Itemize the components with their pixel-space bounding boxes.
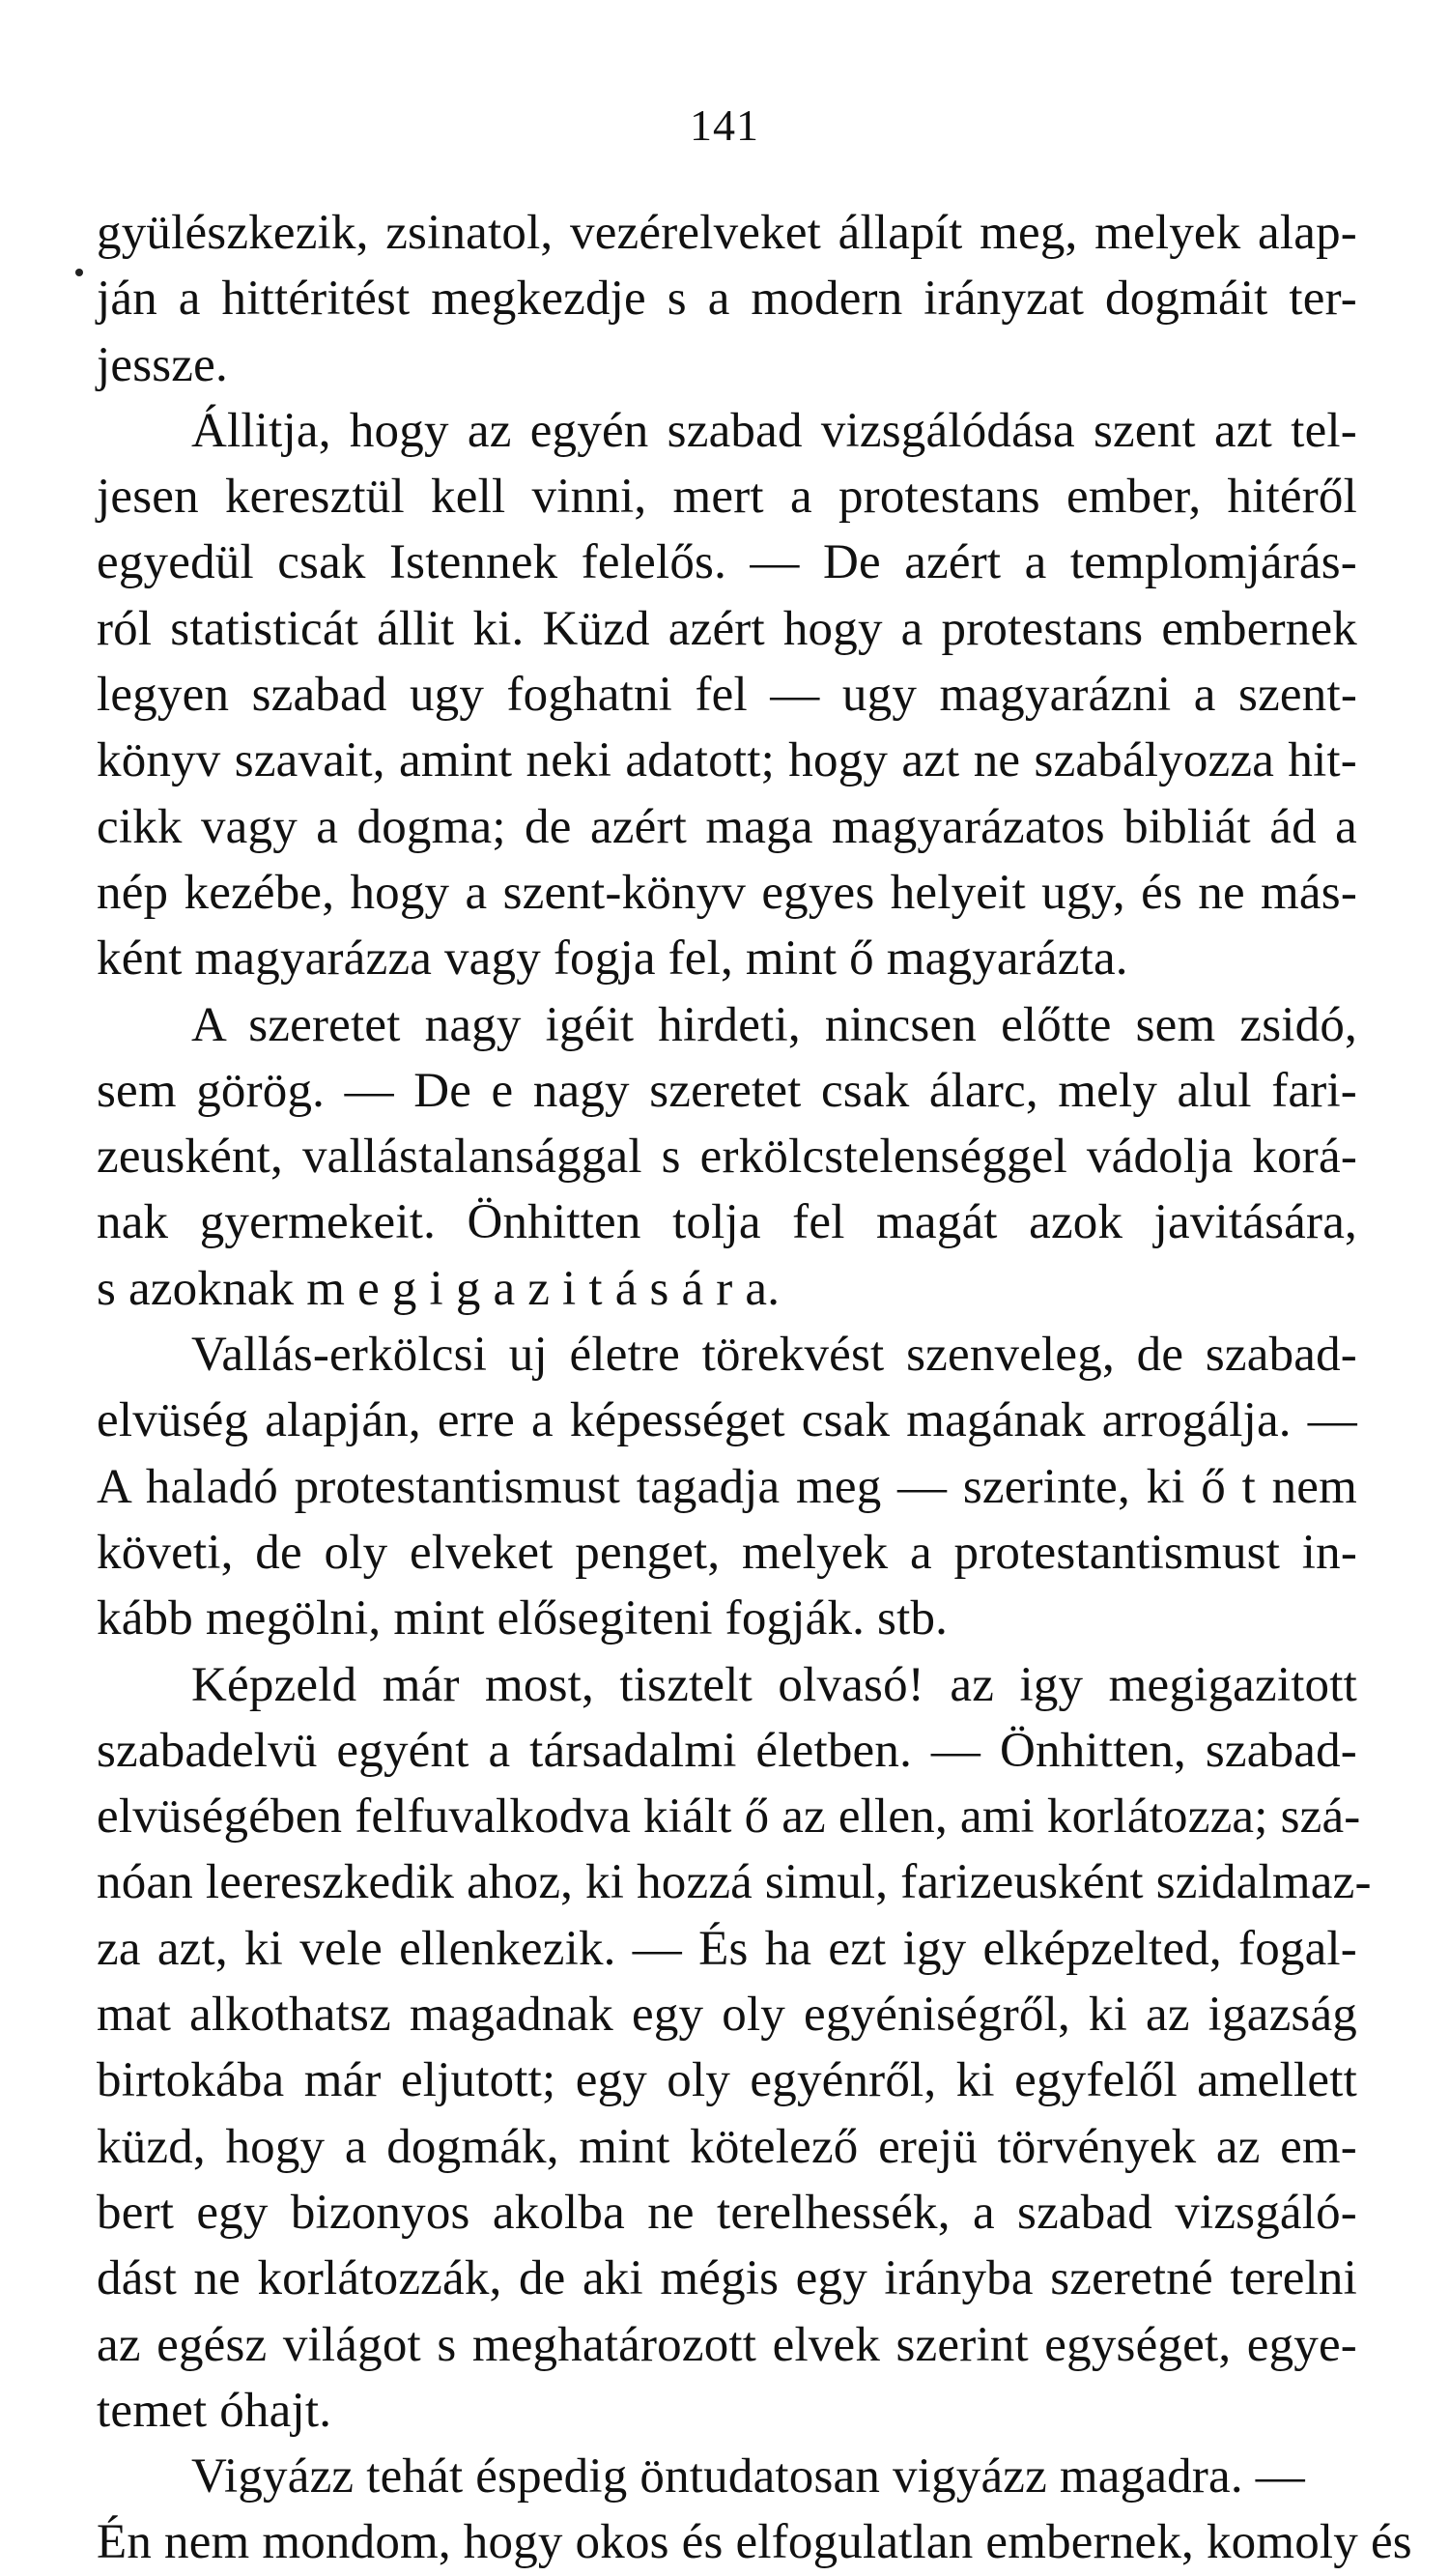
text-line: zeusként, vallástalansággal s erkölcstelenséggel vádolja korá- [97, 1130, 1357, 1185]
paragraph-start: Vigyázz tehát éspedig öntudatosan vigyázz magadra. — [191, 2449, 1305, 2504]
text-line: nóan leereszkedik ahoz, ki hozzá simul, farizeusként szidalmaz- [97, 1855, 1372, 1910]
text-line: cikk vagy a dogma; de azért maga magyarázatos bibliát ád a [97, 799, 1357, 854]
text-line: kább megölni, mint elősegiteni fogják. stb. [97, 1591, 949, 1646]
text-line: nak gyermekeit. Önhitten tolja fel magát azok javitására, [97, 1195, 1357, 1250]
text-line: szabadelvü egyént a társadalmi életben. — Önhitten, szabad- [97, 1723, 1357, 1778]
text-line: követi, de oly elveket penget, melyek a protestantismust in- [97, 1525, 1357, 1580]
page-number: 141 [690, 100, 759, 150]
text-line: legyen szabad ugy foghatni fel — ugy magyarázni a szent- [97, 668, 1357, 723]
text-line: jessze. [97, 337, 228, 392]
text-line: Én nem mondom, hogy okos és elfogulatlan embernek, komoly és [97, 2515, 1412, 2570]
text-line: za azt, ki vele ellenkezik. — És ha ezt igy elképzelted, fogal- [97, 1921, 1357, 1976]
text-line: ként magyarázza vagy fogja fel, mint ő magyarázta. [97, 931, 1128, 987]
paragraph-start: Vallás-erkölcsi uj életre törekvést szenveleg, de szabad- [191, 1328, 1357, 1383]
text-line: jesen keresztül kell vinni, mert a protestans ember, hitéről [97, 470, 1357, 525]
text-line: A haladó protestantismust tagadja meg — szerinte, ki ő t nem [97, 1459, 1357, 1514]
body-text [97, 200, 1412, 2576]
text-line: ján a hittéritést megkezdje s a modern irányzat dogmáit ter- [97, 272, 1357, 327]
text-line: temet óhajt. [97, 2383, 332, 2438]
paragraph-start: Képzeld már most, tisztelt olvasó! az igy megigazitott [191, 1657, 1357, 1712]
margin-mark [75, 269, 83, 276]
paragraph-start: A szeretet nagy igéit hirdeti, nincsen előtte sem zsidó, [191, 997, 1357, 1052]
text-line: birtokába már eljutott; egy oly egyénről, ki egyfelől amellett [97, 2053, 1357, 2108]
text-line: elvüségében felfuvalkodva kiált ő az ellen, ami korlátozza; szá- [97, 1789, 1361, 1845]
text-line: az egész világot s meghatározott elvek szerint egységet, egye- [97, 2317, 1357, 2372]
text-line: ról statisticát állit ki. Küzd azért hogy a protestans embernek [97, 601, 1357, 656]
text-line: dást ne korlátozzák, de aki mégis egy irányba szeretné terelni [97, 2251, 1357, 2306]
text-line: sem görög. — De e nagy szeretet csak álarc, mely alul fari- [97, 1063, 1357, 1118]
text-line: könyv szavait, amint neki adatott; hogy azt ne szabályozza hit- [97, 733, 1357, 788]
text-line: elvüség alapján, erre a képességet csak magának arrogálja. — [97, 1393, 1357, 1448]
text-line: s azoknak m e g i g a z i t á s á r a. [97, 1261, 781, 1316]
text-line: nép kezébe, hogy a szent-könyv egyes helyeit ugy, és ne más- [97, 865, 1357, 920]
paragraph-start: Állitja, hogy az egyén szabad vizsgálódása szent azt tel- [191, 403, 1357, 458]
text-line: gyülészkezik, zsinatol, vezérelveket állapít meg, melyek alap- [97, 206, 1357, 260]
text-line: bert egy bizonyos akolba ne terelhessék, a szabad vizsgáló- [97, 2185, 1357, 2240]
text-line: mat alkothatsz magadnak egy oly egyéniségről, ki az igazság [97, 1988, 1357, 2043]
text-line: egyedül csak Istennek felelős. — De azért a templomjárás- [97, 535, 1357, 590]
text-line: küzd, hogy a dogmák, mint kötelező erejü törvények az em- [97, 2119, 1357, 2174]
